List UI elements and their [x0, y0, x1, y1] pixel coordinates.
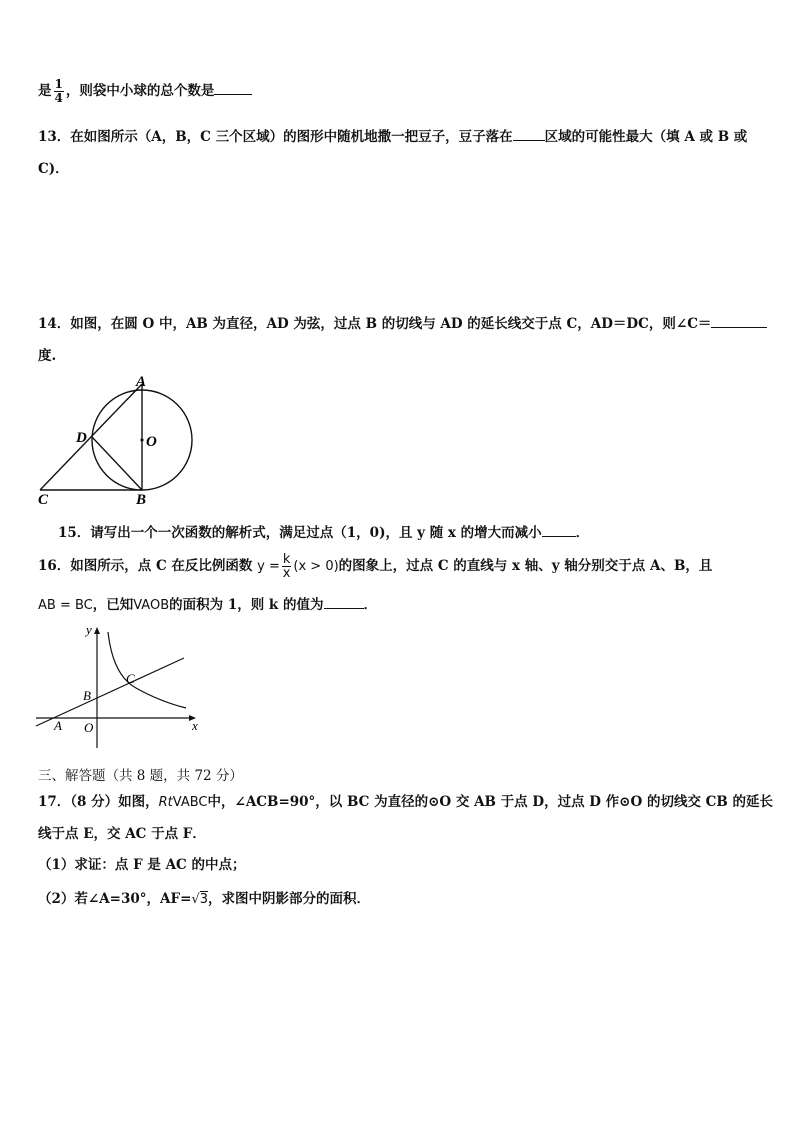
- q12-fraction: [54, 78, 64, 105]
- q16-ab-bc: AB = BC: [38, 598, 93, 613]
- center-dot: [140, 438, 143, 441]
- label-a: A: [136, 374, 147, 390]
- q17-text-a: 17．（8 分）如图，: [38, 794, 159, 810]
- q17-rt: Rt: [158, 795, 173, 810]
- q14-line1: [38, 312, 767, 332]
- label-x: x: [192, 718, 198, 733]
- q12-frac-den: 4: [54, 91, 63, 105]
- sqrt-symbol: √: [191, 892, 200, 907]
- q14-answer-blank: [711, 315, 767, 328]
- q13-text-a: 13．在如图所示（A，B，C 三个区域）的图形中随机地撒一把豆子，豆子落在: [38, 129, 513, 145]
- label-y: y: [86, 622, 92, 637]
- q15-line: [58, 521, 589, 541]
- label-c: C: [38, 492, 49, 508]
- q17-sqrt-value: 3: [199, 892, 208, 907]
- label-b: B: [83, 688, 91, 703]
- q16-fraction: [282, 553, 292, 580]
- label-a: A: [54, 718, 62, 733]
- q17-line1: [38, 790, 773, 810]
- q17-triangle: VABC: [172, 795, 208, 810]
- q17-sqrt: [191, 891, 208, 907]
- q16-line1: [38, 553, 712, 580]
- y-axis-arrow: [94, 627, 100, 634]
- q15-answer-blank: [542, 524, 576, 537]
- q16-text-a: 16．如图所示，点 C 在反比例函数: [38, 558, 253, 574]
- label-o: O: [84, 720, 94, 735]
- label-o: O: [146, 434, 157, 450]
- label-b: B: [136, 492, 147, 508]
- q12-answer-blank: [214, 82, 252, 95]
- q13-line2: C)．: [38, 161, 69, 177]
- q17-text-b: 中，∠ACB=90°，以 BC 为直径的⊙O 交 AB 于点 D，过点 D 作⊙O 的切线交 CB 的延长: [207, 794, 774, 810]
- figure-16-graph: [30, 620, 210, 750]
- q17-line2: 线于点 E，交 AC 于点 F．: [38, 826, 206, 842]
- q16-answer-blank: [324, 596, 364, 609]
- q16-frac-num: k: [282, 552, 291, 567]
- q13-line1: [38, 125, 747, 145]
- line-abc: [36, 658, 184, 726]
- q15-end: ．: [575, 525, 590, 541]
- q16-text-d: 的面积为 1，则 k 的值为: [169, 597, 324, 613]
- q12-line: [38, 78, 252, 105]
- q16-frac-den: x: [282, 566, 291, 581]
- q14-line2: 度.: [38, 348, 57, 364]
- q17-part2-a: （2）若∠A=30°，AF=: [38, 891, 192, 907]
- label-c: C: [126, 671, 135, 686]
- q14-text: 14．如图，在圆 O 中，AB 为直径，AD 为弦，过点 B 的切线与 AD 的延长线交于点 C，AD＝DC，则∠C＝: [38, 316, 712, 332]
- section3-title: 三、解答题（共 8 题，共 72 分）: [38, 768, 243, 784]
- label-d: D: [76, 430, 87, 446]
- q17-part2: [38, 887, 370, 907]
- q16-end: ．: [363, 597, 377, 613]
- figure-14-circle: [30, 370, 210, 510]
- q16-fn-lhs: y =: [257, 559, 280, 574]
- q12-prefix: 是: [38, 83, 52, 99]
- q16-triangle: VAOB: [133, 598, 170, 613]
- hyperbola-curve: [108, 632, 186, 708]
- chord-db: [92, 437, 142, 490]
- q12-suffix: ，则袋中小球的总个数是: [65, 83, 215, 99]
- q17-part2-b: ，求图中阴影部分的面积．: [207, 891, 370, 907]
- q15-text: 15．请写出一个一次函数的解析式，满足过点（1，0)，且 y 随 x 的增大而减小: [58, 525, 542, 541]
- q16-text-c: ，已知: [92, 597, 134, 613]
- q13-answer-blank: [513, 128, 545, 141]
- q17-part1: （1）求证：点 F 是 AC 的中点；: [38, 857, 246, 873]
- q16-condition: (x > 0): [293, 559, 339, 574]
- q13-text-b: 区域的可能性最大（填 A 或 B 或: [544, 129, 748, 145]
- q16-line2: [38, 593, 377, 613]
- q16-text-b: 的图象上，过点 C 的直线与 x 轴、y 轴分别交于点 A、B，且: [338, 558, 713, 574]
- q12-frac-num: 1: [54, 77, 63, 91]
